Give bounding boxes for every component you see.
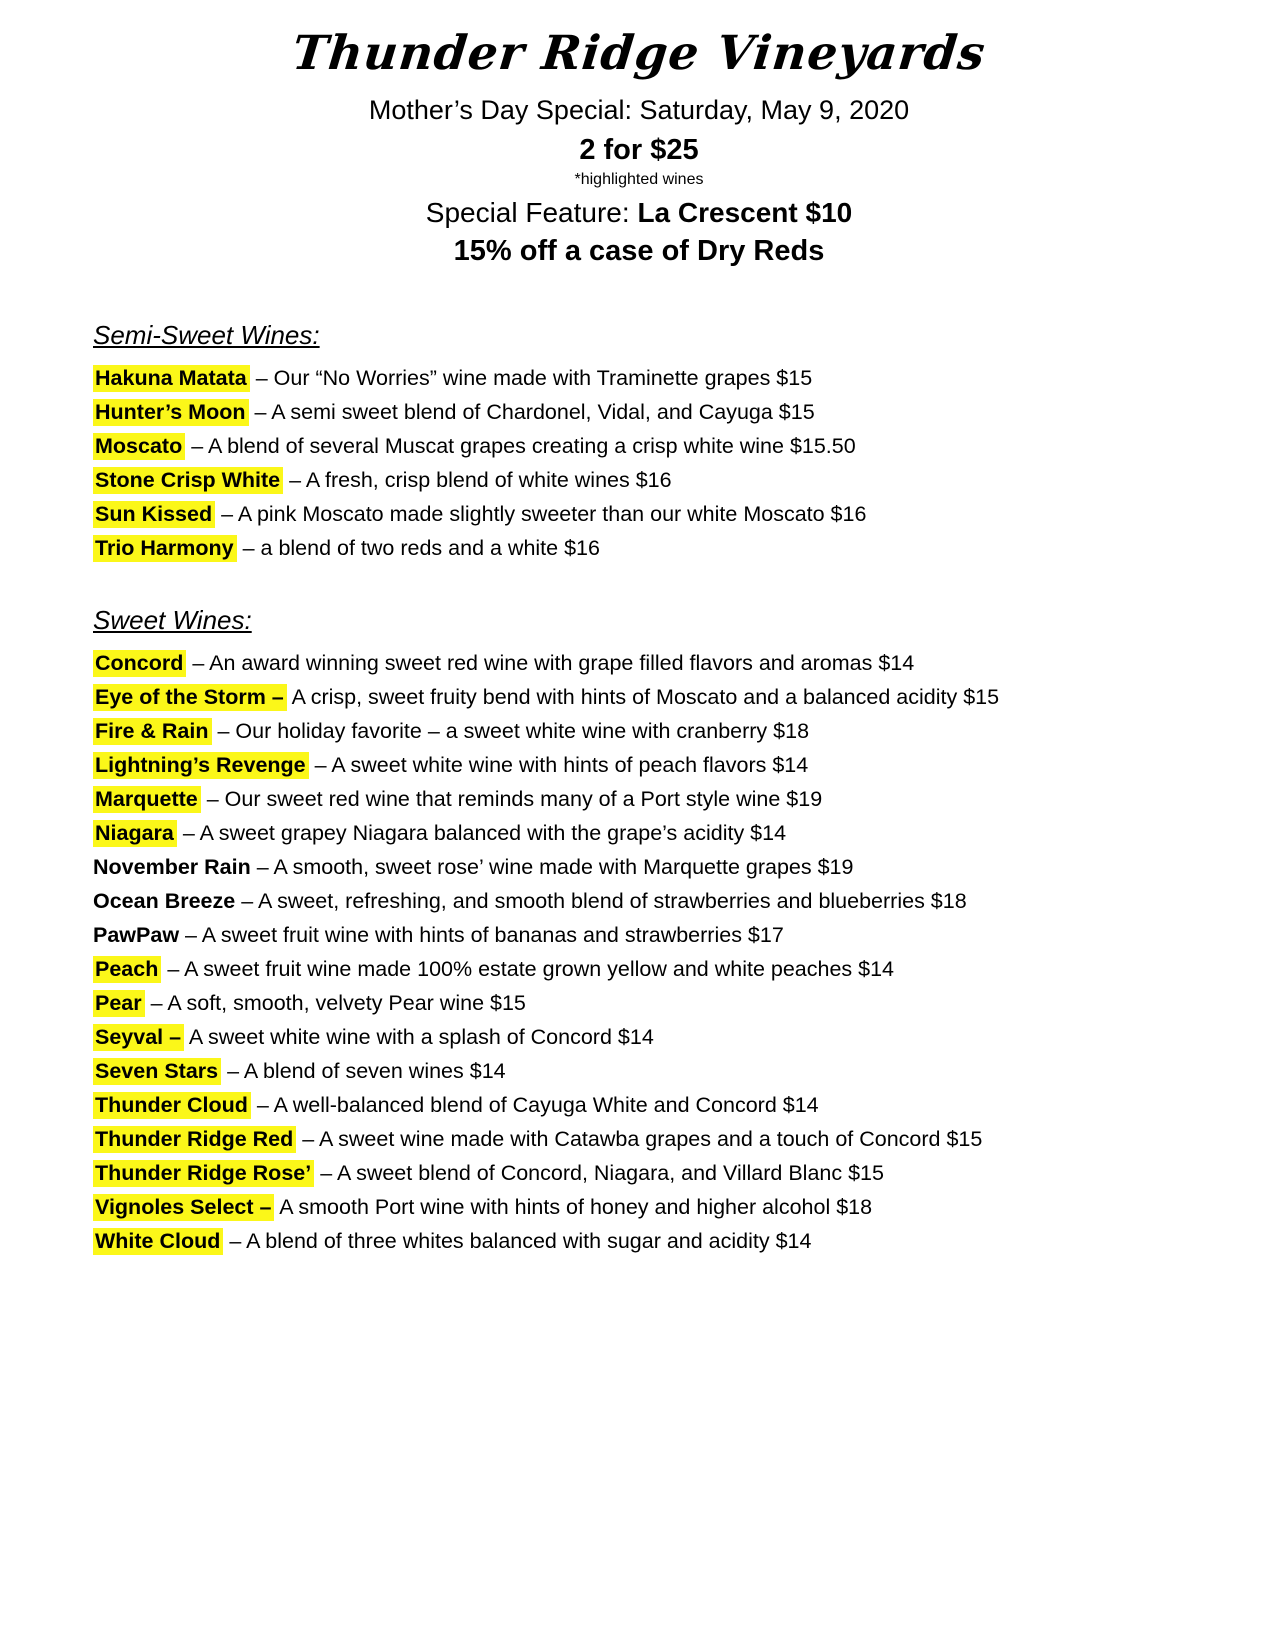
wine-item — [93, 986, 1185, 1020]
special-feature — [93, 197, 1185, 229]
wine-description: – A sweet white wine with hints of peach flavors $14 — [314, 753, 809, 777]
wine-list — [93, 361, 1185, 565]
wine-description: – A blend of seven wines $14 — [227, 1059, 506, 1083]
wine-name: Concord — [93, 650, 186, 677]
wine-name: PawPaw — [93, 923, 180, 947]
wine-description: – A pink Moscato made slightly sweeter than our white Moscato $16 — [221, 502, 867, 526]
wine-description: – A sweet, refreshing, and smooth blend of strawberries and blueberries $18 — [241, 889, 967, 913]
wine-item — [93, 850, 1185, 884]
wine-item — [93, 952, 1185, 986]
wine-description: – A sweet blend of Concord, Niagara, and Villard Blanc $15 — [320, 1161, 884, 1185]
wine-description: – a blend of two reds and a white $16 — [242, 536, 600, 560]
wine-name: Hakuna Matata — [93, 365, 250, 392]
wine-item — [93, 463, 1185, 497]
wine-item — [93, 680, 1185, 714]
wine-description: – An award winning sweet red wine with grape filled flavors and aromas $14 — [192, 651, 915, 675]
wine-description: – A sweet fruit wine made 100% estate grown yellow and white peaches $14 — [167, 957, 895, 981]
wine-name: Peach — [93, 956, 161, 983]
wine-description: A smooth Port wine with hints of honey and higher alcohol $18 — [279, 1195, 873, 1219]
wine-description: – A blend of several Muscat grapes creating a crisp white wine $15.50 — [191, 434, 856, 458]
wine-name: Fire & Rain — [93, 718, 212, 745]
wine-item — [93, 1054, 1185, 1088]
wine-item — [93, 497, 1185, 531]
wine-description: – Our “No Worries” wine made with Traminette grapes $15 — [255, 366, 813, 390]
event-subtitle: Mother’s Day Special: Saturday, May 9, 2020 — [368, 95, 910, 125]
wine-section — [93, 320, 1185, 565]
special-feature-prefix: Special Feature: — [425, 197, 638, 228]
wine-item — [93, 1020, 1185, 1054]
wine-description: – Our holiday favorite – a sweet white wine with cranberry $18 — [217, 719, 810, 743]
wine-description: – A semi sweet blend of Chardonel, Vidal, and Cayuga $15 — [254, 400, 815, 424]
wine-item — [93, 646, 1185, 680]
wine-name: Eye of the Storm – — [93, 684, 287, 711]
wine-description: – A fresh, crisp blend of white wines $16 — [289, 468, 672, 492]
wine-name: Thunder Ridge Rose’ — [93, 1160, 314, 1187]
discount-text: 15% off a case of Dry Reds — [453, 235, 825, 267]
wine-name: Lightning’s Revenge — [93, 752, 309, 779]
wine-name: White Cloud — [93, 1228, 223, 1255]
wine-name: Hunter’s Moon — [93, 399, 249, 426]
wine-section — [93, 605, 1185, 1258]
wine-name: Niagara — [93, 820, 177, 847]
wine-description: – A blend of three whites balanced with sugar and acidity $14 — [229, 1229, 812, 1253]
wine-description: – A well-balanced blend of Cayuga White and Concord $14 — [256, 1093, 819, 1117]
wine-item — [93, 1156, 1185, 1190]
section-heading: Sweet Wines: — [93, 605, 252, 635]
wine-item — [93, 429, 1185, 463]
wine-list — [93, 646, 1185, 1258]
wine-item — [93, 714, 1185, 748]
special-feature-value: La Crescent $10 — [637, 197, 853, 228]
menu-header — [93, 26, 1185, 268]
wine-item — [93, 816, 1185, 850]
wine-item — [93, 361, 1185, 395]
wine-name: Vignoles Select – — [93, 1194, 274, 1221]
wine-description: – A sweet fruit wine with hints of bananas and strawberries $17 — [185, 923, 784, 947]
wine-name: Seyval – — [93, 1024, 184, 1051]
wine-item — [93, 1122, 1185, 1156]
wine-description: – Our sweet red wine that reminds many of a Port style wine $19 — [206, 787, 823, 811]
wine-name: Sun Kissed — [93, 501, 215, 528]
wine-item — [93, 1190, 1185, 1224]
wine-description: – A smooth, sweet rose’ wine made with Marquette grapes $19 — [256, 855, 854, 879]
wine-description: – A sweet wine made with Catawba grapes and a touch of Concord $15 — [302, 1127, 983, 1151]
wine-description: – A soft, smooth, velvety Pear wine $15 — [150, 991, 526, 1015]
highlight-note: *highlighted wines — [574, 171, 704, 188]
wine-name: Pear — [93, 990, 145, 1017]
page-title: Thunder Ridge Vineyards — [289, 26, 989, 81]
wine-name: Seven Stars — [93, 1058, 221, 1085]
wine-description: – A sweet grapey Niagara balanced with the grape’s acidity $14 — [182, 821, 787, 845]
wine-name: Ocean Breeze — [93, 889, 236, 913]
wine-item — [93, 918, 1185, 952]
wine-item — [93, 531, 1185, 565]
wine-item — [93, 884, 1185, 918]
wine-item — [93, 748, 1185, 782]
wine-name: Thunder Cloud — [93, 1092, 251, 1119]
wine-name: Moscato — [93, 433, 185, 460]
deal-text: 2 for $25 — [579, 134, 699, 166]
wine-name: Thunder Ridge Red — [93, 1126, 296, 1153]
wine-item — [93, 395, 1185, 429]
wine-sections — [93, 320, 1185, 1258]
wine-name: Stone Crisp White — [93, 467, 283, 494]
wine-name: Marquette — [93, 786, 201, 813]
wine-item — [93, 1088, 1185, 1122]
wine-name: November Rain — [93, 855, 251, 879]
wine-description: A crisp, sweet fruity bend with hints of Moscato and a balanced acidity $15 — [291, 685, 1000, 709]
wine-name: Trio Harmony — [93, 535, 237, 562]
section-heading: Semi-Sweet Wines: — [93, 320, 320, 350]
wine-description: A sweet white wine with a splash of Concord $14 — [188, 1025, 654, 1049]
wine-item — [93, 1224, 1185, 1258]
wine-item — [93, 782, 1185, 816]
